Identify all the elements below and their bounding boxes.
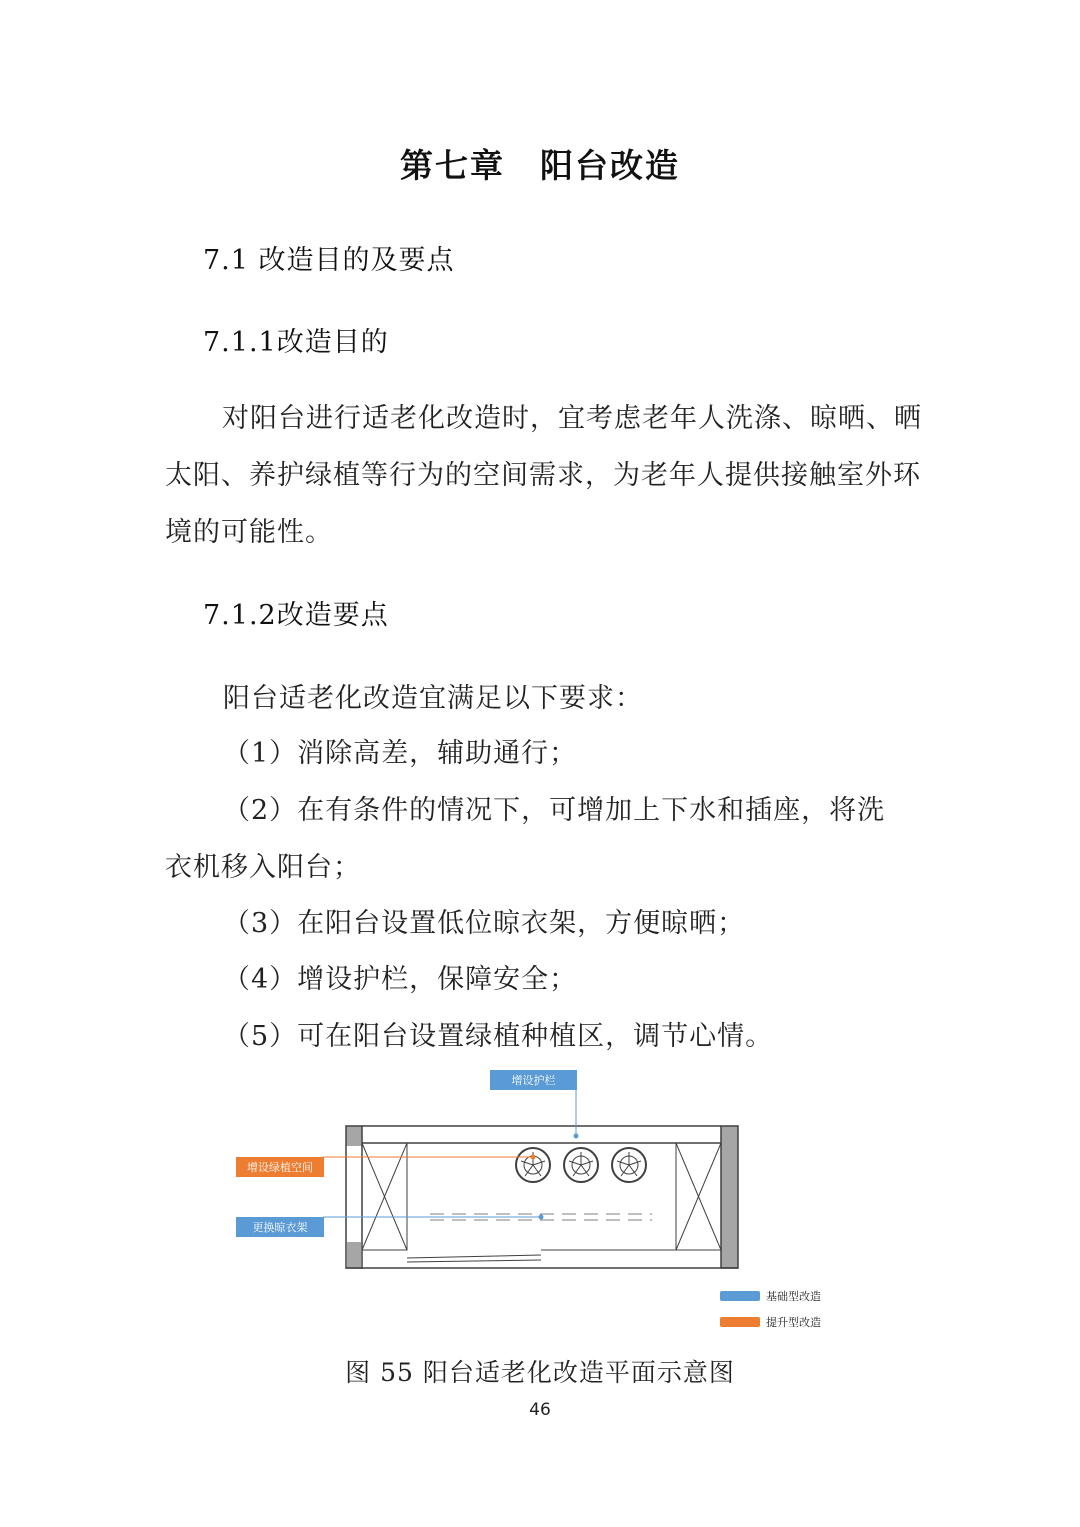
section-heading: 7.1 改造目的及要点 (203, 245, 455, 276)
requirements-intro: 阳台适老化改造宜满足以下要求： (223, 683, 643, 714)
tag-green-space: 增设绿植空间 (236, 1157, 324, 1177)
requirement-1: （1）消除高差，辅助通行； (223, 738, 578, 769)
legend-upgrade-swatch (720, 1317, 760, 1327)
legend-basic-label: 基础型改造 (766, 1290, 821, 1303)
requirement-3: （3）在阳台设置低位晾衣架，方便晾晒； (223, 908, 746, 939)
requirement-4: （4）增设护栏，保障安全； (223, 964, 578, 995)
tag-railing: 增设护栏 (490, 1070, 577, 1090)
right-wall (721, 1126, 738, 1268)
door-track-1 (407, 1255, 541, 1258)
requirement-2: （2）在有条件的情况下，可增加上下水和插座，将洗 (223, 795, 886, 826)
left-wall-fill-top (347, 1127, 361, 1145)
legend-basic (720, 1288, 821, 1304)
planter-3 (612, 1148, 646, 1182)
left-wall-fill-bottom (347, 1242, 361, 1267)
figure-caption: 图 55 阳台适老化改造平面示意图 (345, 1358, 735, 1387)
requirement-2-continued: 衣机移入阳台； (165, 852, 361, 883)
legend-upgrade (720, 1314, 821, 1330)
legend-basic-swatch (720, 1291, 760, 1301)
chapter-title: 第七章 阳台改造 (400, 146, 680, 185)
purpose-text: 对阳台进行适老化改造时，宜考虑老年人洗涤、晾晒、晒太阳、养护绿植等行为的空间需求，为老年人提供接触室外环境的可能性。 (165, 403, 922, 548)
subsection-heading-purpose: 7.1.1改造目的 (203, 327, 389, 358)
requirement-5: （5）可在阳台设置绿植种植区，调节心情。 (223, 1021, 774, 1052)
legend-upgrade-label: 提升型改造 (766, 1316, 821, 1329)
callout-green-dot (531, 1155, 536, 1160)
door-track-2 (407, 1260, 541, 1262)
tag-drying-rack: 更换晾衣架 (236, 1217, 324, 1237)
callout-railing-dot (574, 1134, 579, 1139)
callout-rack-dot (539, 1215, 544, 1220)
planter-1 (516, 1148, 550, 1182)
subsection-heading-points: 7.1.2改造要点 (203, 600, 389, 631)
page-number: 46 (529, 1400, 551, 1420)
planter-2 (564, 1148, 598, 1182)
